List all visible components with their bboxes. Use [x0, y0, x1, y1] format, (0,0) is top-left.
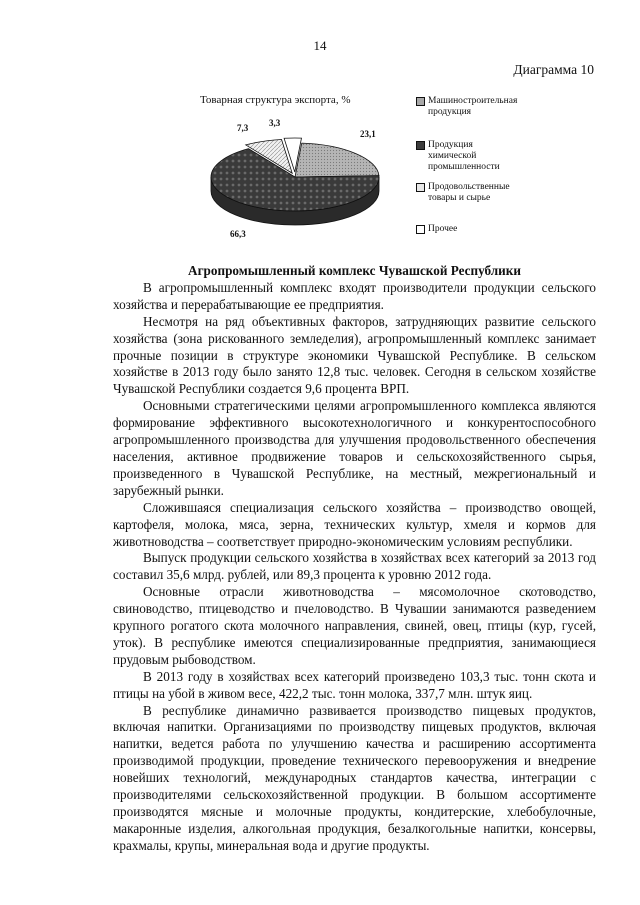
paragraph: Несмотря на ряд объективных факторов, затрудняющих развитие сельского хозяйства (зона рискованного земледелия), агропромышленный комплекс занимает прочные позиции в структуре экономики Чувашской Республике. В сельском хозяйстве в 2013 году было занято 12,8 тыс. человек. Сегодня в сельском хозяйстве Чувашской Республики создается 9,6 процента ВРП. [113, 313, 596, 397]
legend-label-other: Прочее [428, 224, 458, 234]
paragraph: В агропромышленный комплекс входят производители продукции сельского хозяйства и перерабатывающие ее предприятия. [113, 279, 596, 312]
chart-title: Товарная структура экспорта, % [200, 94, 351, 106]
legend-item-other [416, 224, 548, 235]
data-label-machinery: 23,1 [360, 129, 376, 139]
diagram-label: Диаграмма 10 [513, 62, 594, 77]
legend-label-chemical: Продукция химической промышленности [428, 140, 500, 172]
legend-label-machinery: Машиностроительная продукция [428, 96, 518, 117]
slice-machinery [295, 143, 379, 177]
legend-label-food: Продовольственные товары и сырье [428, 182, 510, 203]
legend-item-chemical [416, 140, 508, 173]
paragraph: Сложившаяся специализация сельского хозяйства – производство овощей, картофеля, молока, мяса, зерна, технических культур, хмеля и кормов для животноводства – соответствует природно-экономическим условиям республики. [113, 499, 596, 549]
article [113, 263, 596, 855]
legend-item-machinery [416, 96, 548, 118]
paragraph: Основные отрасли животноводства – мясомолочное скотоводство, свиноводство, птицеводство и пчеловодство. В Чувашии занимаются разведением крупного рогатого скота молочного направления, свиней, овец, птицы (кур, гусей, уток). В республике имеются специализированные предприятия, занимающиеся прудовым рыбоводством. [113, 584, 596, 667]
pie-chart-svg [170, 92, 420, 252]
paragraph: В республике динамично развивается производство пищевых продуктов, включая напитки. Организациями по производству пищевых продуктов, включая напитки, ведется работа по улучшению качества и расширению ассортимента производимой продукции, проведение технического перевооружения и внедрение новейших технологий, международных стандартов качества, интеграции с производителями сельскохозяйственной продукции. В большом ассортименте производятся мясные и молочные продукты, кондитерские, хлебобулочные, макаронные изделия, алкогольная продукция, безалкогольные напитки, консервы, крахмалы, крупы, минеральная вода и другие продукты. [113, 702, 596, 853]
legend-swatch-other [416, 225, 425, 234]
data-label-food: 7,3 [237, 123, 249, 133]
paragraph: Основными стратегическими целями агропромышленного комплекса являются формирование эффективного высокотехнологичного и конкурентоспособного агропромышленного производства для улучшения продовольственного обеспечения населения, активное продвижение товаров и сельскохозяйственного сырья, произведенного в Чувашской Республике, на местный, межрегиональный и зарубежный рынки. [113, 398, 596, 498]
data-label-chemical: 66,3 [230, 229, 246, 239]
legend-swatch-machinery [416, 97, 425, 106]
legend-swatch-food [416, 183, 425, 192]
data-label-other: 3,3 [269, 118, 281, 128]
pie-chart [170, 92, 610, 252]
legend-swatch-chemical [416, 141, 425, 150]
legend-item-food [416, 182, 528, 204]
paragraph: Выпуск продукции сельского хозяйства в хозяйствах всех категорий за 2013 год составил 35,6 млрд. рублей, или 89,3 процента к уровню 2012 года. [113, 550, 596, 583]
article-heading: Агропромышленный комплекс Чувашской Республики [188, 263, 521, 278]
paragraph: В 2013 году в хозяйствах всех категорий произведено 103,3 тыс. тонн скота и птицы на убой в живом весе, 422,2 тыс. тонн молока, 337,7 млн. штук яиц. [113, 668, 596, 701]
page-number: 14 [313, 38, 327, 53]
